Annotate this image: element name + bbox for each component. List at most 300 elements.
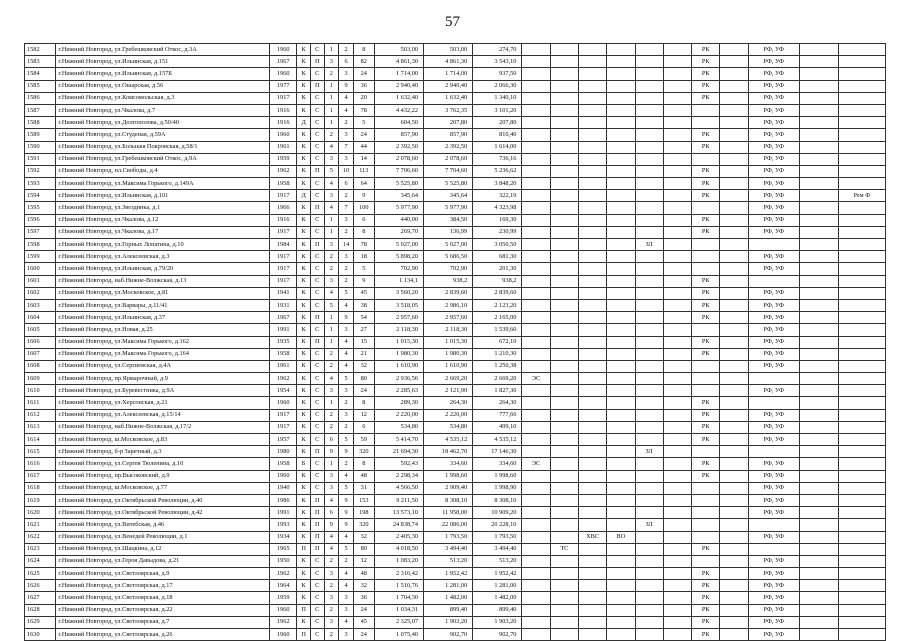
table-cell [838, 373, 885, 385]
table-cell: 8 [353, 226, 374, 238]
table-cell [635, 226, 663, 238]
table-cell [838, 421, 885, 433]
row-number-cell: 1628 [25, 604, 56, 616]
table-cell: 1977 [270, 80, 297, 92]
table-cell [607, 312, 635, 324]
table-cell: 1 827,30 [473, 385, 522, 397]
table-cell: РФ, УФ [748, 494, 799, 506]
table-cell: 4 [339, 580, 354, 592]
table-cell: 604,50 [374, 117, 423, 129]
table-cell: С [310, 629, 324, 641]
table-cell: 82 [353, 56, 374, 68]
table-cell [550, 360, 578, 372]
table-cell: 5 [353, 263, 374, 275]
table-cell [578, 507, 606, 519]
table-cell: 440,00 [374, 214, 423, 226]
table-cell [607, 580, 635, 592]
table-cell [838, 336, 885, 348]
table-cell: С [310, 263, 324, 275]
table-cell: 5 [339, 287, 354, 299]
table-cell: С [310, 190, 324, 202]
table-cell [578, 360, 606, 372]
table-row [25, 44, 886, 56]
table-cell [838, 543, 885, 555]
table-cell [838, 299, 885, 311]
table-cell [522, 409, 550, 421]
table-cell: 4 [324, 531, 339, 543]
row-number-cell: 1626 [25, 580, 56, 592]
table-cell: К [297, 214, 311, 226]
table-cell [838, 56, 885, 68]
table-row [25, 592, 886, 604]
table-cell [838, 555, 885, 567]
table-cell [578, 543, 606, 555]
table-cell: 3 762,35 [424, 104, 473, 116]
table-cell: 5 [339, 373, 354, 385]
table-cell: РФ, УФ [748, 568, 799, 580]
table-cell [607, 239, 635, 251]
table-cell [663, 604, 691, 616]
table-cell [635, 287, 663, 299]
table-cell: 136,99 [424, 226, 473, 238]
table-cell: К [297, 580, 311, 592]
table-cell: РФ, УФ [748, 482, 799, 494]
row-number-cell: 1613 [25, 421, 56, 433]
table-cell [799, 531, 838, 543]
table-cell [607, 44, 635, 56]
row-number-cell: 1591 [25, 153, 56, 165]
table-cell: 274,70 [473, 44, 522, 56]
table-cell: 31 [353, 482, 374, 494]
address-cell: г.Нижний Новгород, ул.Светлоярская, д.7 [56, 616, 270, 628]
table-cell [607, 324, 635, 336]
table-cell [550, 434, 578, 446]
table-cell: РК [692, 92, 720, 104]
table-cell: 513,20 [473, 555, 522, 567]
table-cell: 2 [324, 580, 339, 592]
table-cell: 14 [339, 239, 354, 251]
table-cell: 5 [324, 299, 339, 311]
table-row [25, 555, 886, 567]
table-cell: РФ, УФ [748, 104, 799, 116]
table-cell [550, 141, 578, 153]
table-cell: 3 [324, 190, 339, 202]
table-cell [635, 68, 663, 80]
table-cell [799, 616, 838, 628]
table-cell [838, 275, 885, 287]
table-row [25, 92, 886, 104]
table-cell [522, 507, 550, 519]
table-cell [578, 555, 606, 567]
table-cell [550, 129, 578, 141]
table-cell: 1 714,00 [424, 68, 473, 80]
row-number-cell: 1588 [25, 117, 56, 129]
table-cell: К [297, 153, 311, 165]
table-row [25, 287, 886, 299]
table-cell [578, 56, 606, 68]
table-cell: 2 078,60 [374, 153, 423, 165]
table-cell [799, 580, 838, 592]
table-cell: РК [692, 397, 720, 409]
table-cell: П [310, 543, 324, 555]
table-cell [522, 178, 550, 190]
table-cell [635, 104, 663, 116]
table-cell: 5 027,00 [374, 239, 423, 251]
table-cell [838, 494, 885, 506]
table-cell: 22 086,00 [424, 519, 473, 531]
table-cell: 2 [324, 555, 339, 567]
table-cell [578, 263, 606, 275]
table-cell [578, 239, 606, 251]
table-cell [663, 117, 691, 129]
table-cell: 6 [324, 507, 339, 519]
housing-registry-table [24, 43, 886, 641]
table-cell [720, 117, 748, 129]
table-cell: РК [692, 604, 720, 616]
address-cell: г.Нижний Новгород, б-р Заречный, д.3 [56, 446, 270, 458]
table-cell: 1 [324, 80, 339, 92]
table-cell: 3 [324, 56, 339, 68]
table-cell: РК [692, 275, 720, 287]
table-cell: РК [692, 580, 720, 592]
table-cell [635, 360, 663, 372]
table-cell: 9 [339, 80, 354, 92]
row-number-cell: 1625 [25, 568, 56, 580]
table-cell: 1965 [270, 543, 297, 555]
table-cell: РК [692, 141, 720, 153]
table-cell: 59 [353, 434, 374, 446]
table-cell [607, 507, 635, 519]
table-cell [550, 494, 578, 506]
table-cell: 3 848,20 [473, 178, 522, 190]
table-cell: 3 [339, 604, 354, 616]
table-cell [720, 348, 748, 360]
table-cell [663, 434, 691, 446]
table-cell [692, 263, 720, 275]
table-cell [635, 263, 663, 275]
table-cell [607, 360, 635, 372]
table-row [25, 263, 886, 275]
table-cell: К [297, 80, 311, 92]
table-cell: 3 [339, 629, 354, 641]
table-cell: 1967 [270, 312, 297, 324]
table-cell: 2 [324, 629, 339, 641]
table-cell [838, 592, 885, 604]
table-cell: 4 [324, 141, 339, 153]
table-cell [522, 580, 550, 592]
table-cell: 17 146,30 [473, 446, 522, 458]
table-cell: 1916 [270, 104, 297, 116]
table-cell: К [297, 434, 311, 446]
table-cell [799, 629, 838, 641]
table-cell: 113 [353, 165, 374, 177]
table-cell [838, 117, 885, 129]
table-cell: 1 134,1 [374, 275, 423, 287]
table-cell [720, 604, 748, 616]
table-cell [550, 629, 578, 641]
table-cell: Рем Ф [838, 190, 885, 202]
address-cell: г.Нижний Новгород, ул.Сергиевская, д.4А [56, 360, 270, 372]
table-cell [692, 251, 720, 263]
table-cell [578, 153, 606, 165]
table-cell: С [310, 141, 324, 153]
table-cell: 8 308,10 [473, 494, 522, 506]
table-cell: 3 [339, 324, 354, 336]
table-cell: С [310, 226, 324, 238]
table-cell [663, 178, 691, 190]
table-cell: 2 220,00 [424, 409, 473, 421]
table-cell: 322,19 [473, 190, 522, 202]
table-cell: К [297, 592, 311, 604]
table-cell [635, 324, 663, 336]
table-cell [635, 117, 663, 129]
table-cell: 3 [324, 592, 339, 604]
table-cell: 1 793,50 [424, 531, 473, 543]
table-cell: 2 [339, 555, 354, 567]
table-cell [663, 446, 691, 458]
table-cell [607, 287, 635, 299]
table-cell [799, 190, 838, 202]
table-cell: РФ, УФ [748, 531, 799, 543]
table-cell [838, 482, 885, 494]
table-cell: 1 034,31 [374, 604, 423, 616]
table-cell [578, 397, 606, 409]
table-cell [663, 507, 691, 519]
table-cell: 15 [353, 336, 374, 348]
table-cell: 1991 [270, 507, 297, 519]
table-cell: 1 980,30 [424, 348, 473, 360]
row-number-cell: 1595 [25, 202, 56, 214]
table-cell [720, 360, 748, 372]
row-number-cell: 1586 [25, 92, 56, 104]
table-cell [720, 373, 748, 385]
table-cell [799, 336, 838, 348]
table-cell [550, 592, 578, 604]
table-cell: РФ, УФ [748, 141, 799, 153]
table-cell [635, 458, 663, 470]
table-cell [607, 421, 635, 433]
table-cell: 1 903,20 [473, 616, 522, 628]
table-cell [635, 385, 663, 397]
table-cell: 2 940,40 [374, 80, 423, 92]
table-cell: С [310, 275, 324, 287]
table-cell [838, 397, 885, 409]
table-cell [607, 263, 635, 275]
table-cell [720, 141, 748, 153]
table-cell [799, 117, 838, 129]
table-cell [550, 397, 578, 409]
table-cell: РФ, УФ [748, 44, 799, 56]
table-cell [522, 519, 550, 531]
table-row [25, 239, 886, 251]
table-cell: 1993 [270, 519, 297, 531]
table-cell: 1962 [270, 616, 297, 628]
table-cell [550, 56, 578, 68]
table-cell [838, 202, 885, 214]
table-cell [550, 604, 578, 616]
table-cell: 320 [353, 446, 374, 458]
table-cell: П [310, 531, 324, 543]
table-cell: РК [692, 434, 720, 446]
table-cell: 810,40 [473, 129, 522, 141]
table-cell: 44 [353, 141, 374, 153]
table-cell [838, 604, 885, 616]
table-cell: 2 957,60 [424, 312, 473, 324]
table-cell [838, 226, 885, 238]
table-cell: 269,70 [374, 226, 423, 238]
table-cell [799, 434, 838, 446]
table-cell [550, 117, 578, 129]
table-cell [799, 226, 838, 238]
table-cell: 54 [353, 312, 374, 324]
table-cell: 1 482,00 [473, 592, 522, 604]
address-cell: г.Нижний Новгород, ул.Светлоярская, д.9 [56, 568, 270, 580]
table-cell: 24 [353, 129, 374, 141]
table-cell [550, 165, 578, 177]
table-cell: 938,2 [424, 275, 473, 287]
table-cell: К [297, 494, 311, 506]
row-number-cell: 1600 [25, 263, 56, 275]
table-cell [663, 263, 691, 275]
table-cell [522, 129, 550, 141]
table-cell [607, 446, 635, 458]
address-cell: г.Нижний Новгород, ул.Ильинская, д.151 [56, 56, 270, 68]
table-cell [522, 80, 550, 92]
table-cell: 32 [353, 580, 374, 592]
table-cell [692, 494, 720, 506]
table-cell: РФ, УФ [748, 251, 799, 263]
table-cell: 2 [339, 458, 354, 470]
table-cell [522, 604, 550, 616]
table-cell: 937,50 [473, 68, 522, 80]
table-cell: РК [692, 80, 720, 92]
row-number-cell: 1585 [25, 80, 56, 92]
table-cell: 20 228,10 [473, 519, 522, 531]
table-cell [635, 568, 663, 580]
table-cell: РФ, УФ [748, 68, 799, 80]
table-cell: 5 898,20 [374, 251, 423, 263]
table-cell [720, 531, 748, 543]
table-cell: 5 525,80 [424, 178, 473, 190]
table-cell [838, 434, 885, 446]
table-cell [635, 397, 663, 409]
table-cell: 2 [339, 226, 354, 238]
table-cell [663, 80, 691, 92]
table-cell [720, 555, 748, 567]
table-cell [692, 104, 720, 116]
table-cell: 4 [324, 178, 339, 190]
table-cell [838, 153, 885, 165]
table-cell: РК [692, 543, 720, 555]
table-cell [663, 153, 691, 165]
table-cell [550, 373, 578, 385]
table-cell: П [310, 446, 324, 458]
table-cell: РФ, УФ [748, 202, 799, 214]
table-cell: 3 [339, 409, 354, 421]
table-cell [838, 141, 885, 153]
table-cell [635, 507, 663, 519]
table-cell [550, 336, 578, 348]
table-cell [522, 214, 550, 226]
table-cell [522, 117, 550, 129]
table-cell: 2 [324, 409, 339, 421]
table-cell [663, 44, 691, 56]
table-cell: 230,99 [473, 226, 522, 238]
table-row [25, 385, 886, 397]
table-cell: С [310, 616, 324, 628]
table-row [25, 360, 886, 372]
table-cell: 5 [324, 165, 339, 177]
table-cell [799, 592, 838, 604]
table-cell: РК [692, 226, 720, 238]
table-cell [720, 458, 748, 470]
table-cell: 1917 [270, 190, 297, 202]
table-cell: 1961 [270, 360, 297, 372]
address-cell: г.Нижний Новгород, наб.Нижне-Волжская, д.13 [56, 275, 270, 287]
table-cell: 345,64 [374, 190, 423, 202]
table-cell: 2 986,10 [424, 299, 473, 311]
table-cell: РК [692, 165, 720, 177]
table-cell [663, 239, 691, 251]
table-cell: 3 101,20 [473, 104, 522, 116]
table-cell: 32 [353, 531, 374, 543]
address-cell: г.Нижний Новгород, ул.Октябрьской Революции, д.40 [56, 494, 270, 506]
table-body [25, 44, 886, 641]
table-cell [550, 287, 578, 299]
table-cell [607, 494, 635, 506]
table-cell [578, 287, 606, 299]
table-cell: К [297, 348, 311, 360]
table-cell [838, 470, 885, 482]
table-cell [799, 44, 838, 56]
table-cell: РФ, УФ [748, 616, 799, 628]
table-cell: 1960 [270, 629, 297, 641]
table-cell [838, 92, 885, 104]
table-cell [550, 482, 578, 494]
row-number-cell: 1601 [25, 275, 56, 287]
table-cell: 153 [353, 494, 374, 506]
table-cell: 1 952,42 [473, 568, 522, 580]
table-cell [607, 373, 635, 385]
table-cell [578, 68, 606, 80]
table-cell: ВО [607, 531, 635, 543]
table-cell [663, 287, 691, 299]
table-cell [663, 458, 691, 470]
address-cell: г.Нижний Новгород, ул.Героя Давыдова, д.21 [56, 555, 270, 567]
row-number-cell: 1608 [25, 360, 56, 372]
table-cell [799, 202, 838, 214]
table-cell [720, 324, 748, 336]
table-cell [550, 568, 578, 580]
table-cell: 1917 [270, 251, 297, 263]
table-cell: К [297, 385, 311, 397]
table-cell [635, 190, 663, 202]
table-cell: 3 [324, 616, 339, 628]
table-cell [720, 239, 748, 251]
table-cell: 1 015,30 [424, 336, 473, 348]
table-cell: РФ, УФ [748, 80, 799, 92]
table-cell: 3 [339, 214, 354, 226]
table-cell: 3 [339, 129, 354, 141]
table-cell [720, 165, 748, 177]
table-row [25, 190, 886, 202]
table-cell: 6 [339, 178, 354, 190]
table-cell [799, 324, 838, 336]
address-cell: г.Нижний Новгород, ул.Ильинская, д.101 [56, 190, 270, 202]
table-cell: 1 793,50 [473, 531, 522, 543]
table-cell: 1961 [270, 141, 297, 153]
table-cell [578, 251, 606, 263]
